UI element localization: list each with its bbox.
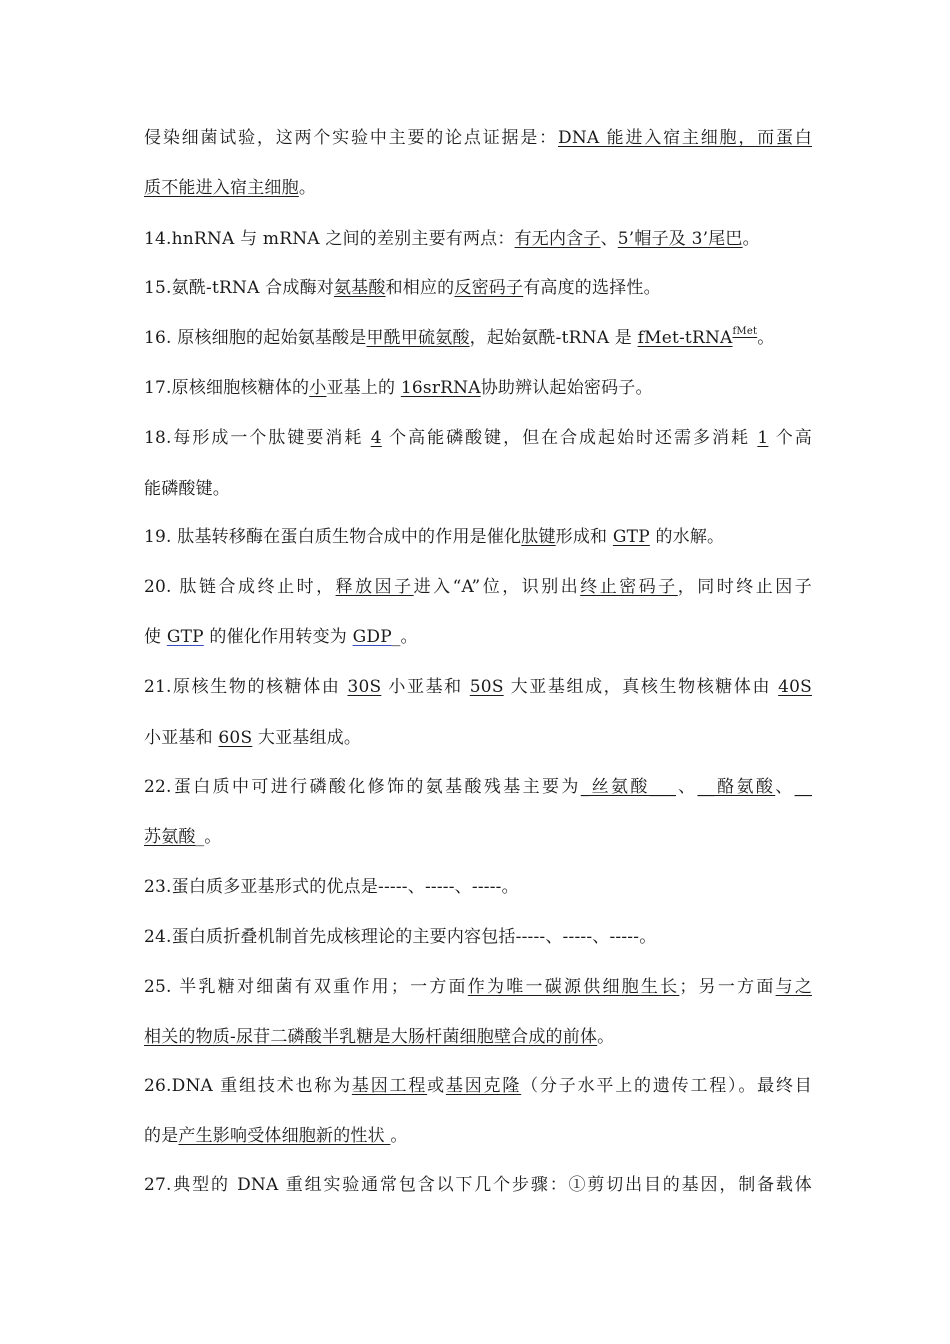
text-line <box>144 775 812 799</box>
text-segment: 26.DNA 重组技术也称为 <box>144 1076 352 1096</box>
text-segment: 。 <box>390 1126 408 1146</box>
text-segment: 17.原核细胞核糖体的 <box>144 378 310 398</box>
answer-blank: _丝氨酸___ <box>580 777 676 797</box>
text-segment: 、 <box>775 777 795 797</box>
text-segment: 15.氨酰-tRNA 合成酶对 <box>144 278 334 298</box>
answer-blank: 1 <box>757 428 769 448</box>
text-segment: 或 <box>427 1076 446 1096</box>
text-line <box>144 825 812 849</box>
text-segment: 19. 肽基转移酶在蛋白质生物合成中的作用是催化 <box>144 527 522 547</box>
answer-blank: __酪氨酸 <box>697 777 776 797</box>
answer-blank: 有无内含子 <box>514 229 601 249</box>
text-segment: ，同时终止因子 <box>677 577 812 597</box>
text-segment: 的催化作用转变为 <box>203 627 353 647</box>
answer-blank: 作为唯一碳源供细胞生长 <box>467 977 680 997</box>
answer-blank: 30S <box>347 677 382 697</box>
text-line <box>144 477 812 501</box>
text-segment: 。 <box>298 178 317 198</box>
answer-blank: 50S <box>469 677 504 697</box>
text-segment: ；另一方面 <box>679 977 776 997</box>
text-segment: 个高 <box>768 428 812 448</box>
answer-blank: 氨基酸 <box>333 278 386 298</box>
text-line <box>144 1124 812 1148</box>
text-line <box>144 875 812 899</box>
text-segment: _。 <box>391 627 418 647</box>
text-line <box>144 726 812 750</box>
text-segment: 16. 原核细胞的起始氨基酸是 <box>144 328 367 348</box>
text-segment: _。 <box>195 827 222 847</box>
answer-blank: 甲酰甲硫氨酸 <box>366 328 470 348</box>
text-segment: 、 <box>675 777 698 797</box>
text-segment: 亚基上的 <box>326 378 401 398</box>
text-segment: 22.蛋白质中可进行磷酸化修饰的氨基酸残基主要为 <box>144 777 581 797</box>
answer-blank: 4 <box>370 428 382 448</box>
text-segment: 能磷酸键。 <box>144 479 230 499</box>
text-segment: 协助辨认起始密码子。 <box>480 378 653 398</box>
text-segment: 使 <box>144 627 167 647</box>
text-line <box>144 625 812 649</box>
text-segment: 24.蛋白质折叠机制首先成核理论的主要内容包括-----、-----、-----。 <box>144 927 657 947</box>
answer-blank: 质不能进入宿主细胞 <box>144 178 299 198</box>
text-segment: 侵染细菌试验，这两个实验中主要的论点证据是： <box>144 128 559 148</box>
answer-blank: fMet-tRNA <box>637 328 733 348</box>
text-segment: ，起始氨酰-tRNA 是 <box>469 328 638 348</box>
text-segment: 个高能磷酸键，但在合成起始时还需多消耗 <box>381 428 758 448</box>
text-line <box>144 326 812 350</box>
answer-blank: 苏氨酸 <box>144 827 196 847</box>
text-segment: 的水解。 <box>649 527 725 547</box>
answer-blank: DNA 能进入宿主细胞，而蛋白 <box>558 128 813 148</box>
text-segment: 小亚基和 <box>144 728 219 748</box>
answer-blank: 相关的物质-尿苷二磷酸半乳糖是大肠杆菌细胞壁合成的前体 <box>144 1027 598 1047</box>
text-segment: 。 <box>742 229 760 249</box>
text-segment: 大亚基组成。 <box>252 728 362 748</box>
text-segment: （分子水平上的遗传工程）。最终目 <box>521 1076 812 1096</box>
answer-blank: fMet <box>732 326 758 338</box>
text-line <box>144 925 812 949</box>
answer-blank: 产生影响受体细胞新的性状 <box>178 1126 391 1146</box>
answer-blank: GDP <box>352 627 392 647</box>
text-line <box>144 1025 812 1049</box>
answer-blank: 反密码子 <box>454 278 524 298</box>
answer-blank: 小 <box>309 378 327 398</box>
text-segment: 27.典型的 DNA 重组实验通常包含以下几个步骤：①剪切出目的基因，制备载体 <box>144 1175 812 1195</box>
answer-blank: 肽键 <box>521 527 556 547</box>
text-segment: 形成和 <box>555 527 613 547</box>
text-segment: 进入“A”位，识别出 <box>413 577 581 597</box>
answer-blank: GTP <box>612 527 650 547</box>
text-segment: 25. 半乳糖对细菌有双重作用；一方面 <box>144 977 468 997</box>
text-segment: 21.原核生物的核糖体由 <box>144 677 348 697</box>
text-line <box>144 376 812 400</box>
text-line <box>144 426 812 450</box>
text-line <box>144 525 812 549</box>
text-line <box>144 675 812 699</box>
text-line <box>144 975 812 999</box>
text-line <box>144 575 812 599</box>
text-segment: 小亚基和 <box>381 677 470 697</box>
answer-blank: 40S <box>778 677 812 697</box>
text-segment: 。 <box>757 328 775 348</box>
answer-blank: __ <box>794 777 813 797</box>
text-line <box>144 227 812 251</box>
text-line <box>144 126 812 150</box>
text-segment: 有高度的选择性。 <box>523 278 661 298</box>
answer-blank: 60S <box>218 728 253 748</box>
text-segment: 大亚基组成，真核生物核糖体由 <box>503 677 779 697</box>
text-segment: 的是 <box>144 1126 179 1146</box>
text-line <box>144 1074 812 1098</box>
text-segment: 和相应的 <box>385 278 455 298</box>
text-segment: 。 <box>597 1027 615 1047</box>
answer-blank: 16srRNA <box>400 378 481 398</box>
text-line <box>144 1173 812 1197</box>
answer-blank: GTP <box>166 627 204 647</box>
answer-blank: 终止密码子 <box>580 577 678 597</box>
answer-blank: 释放因子 <box>335 577 414 597</box>
answer-blank: 5’帽子及 3’尾巴 <box>617 229 743 249</box>
text-segment: 20. 肽链合成终止时， <box>144 577 336 597</box>
answer-blank: 与之 <box>775 977 813 997</box>
answer-blank: 基因克隆 <box>445 1076 522 1096</box>
text-segment: 23.蛋白质多亚基形式的优点是-----、-----、-----。 <box>144 877 519 897</box>
text-segment: 14.hnRNA 与 mRNA 之间的差别主要有两点： <box>144 229 515 249</box>
text-segment: 18.每形成一个肽键要消耗 <box>144 428 371 448</box>
answer-blank: 基因工程 <box>351 1076 428 1096</box>
text-segment: 、 <box>600 229 618 249</box>
text-line <box>144 176 812 200</box>
text-line <box>144 276 812 300</box>
